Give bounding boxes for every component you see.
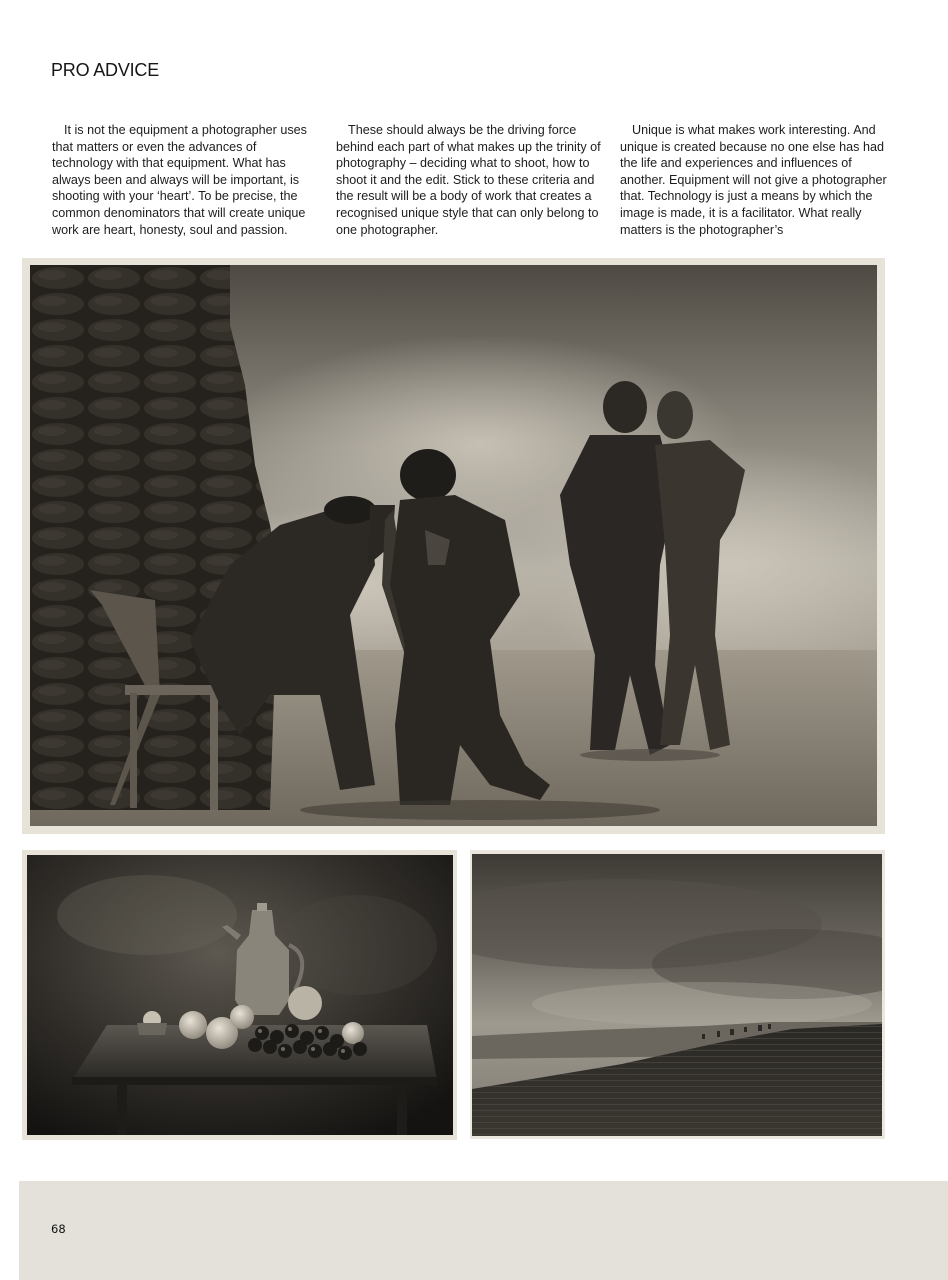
text-column-1 xyxy=(52,122,320,238)
section-title: PRO ADVICE xyxy=(51,60,160,80)
main-photograph xyxy=(22,258,885,834)
soldiers-praying-image xyxy=(30,265,877,826)
still-life-image xyxy=(27,855,453,1135)
article-columns xyxy=(52,122,892,247)
column-2-paragraph: These should always be the driving force behind each part of what makes up the trinity of photography – deciding what to shoot, how to shoot it and the edit. Stick to these criteria and the result will be a body of work that creates a recognised unique style that can only belong to one photographer. xyxy=(336,123,601,237)
landscape-image xyxy=(472,854,882,1136)
column-1-paragraph: It is not the equipment a photographer uses that matters or even the advances of technology with that equipment. What has always been and always will be important, is shooting with your ‘heart’. To be precise, the common denominators that will create unique work are heart, honesty, soul and passion. xyxy=(52,123,307,237)
still-life-photograph xyxy=(22,850,457,1140)
footer-band xyxy=(19,1181,948,1280)
landscape-photograph xyxy=(470,850,885,1139)
column-3-paragraph: Unique is what makes work interesting. And unique is created because no one else has had the life and experiences and influences of another. Equipment will not give a photographer that. Technology is just a means by which the image is made, it is a facilitator. What really matters is the photographer’s xyxy=(620,123,887,237)
text-column-3 xyxy=(620,122,892,238)
text-column-2 xyxy=(336,122,604,238)
page-number: 68 xyxy=(51,1222,66,1236)
